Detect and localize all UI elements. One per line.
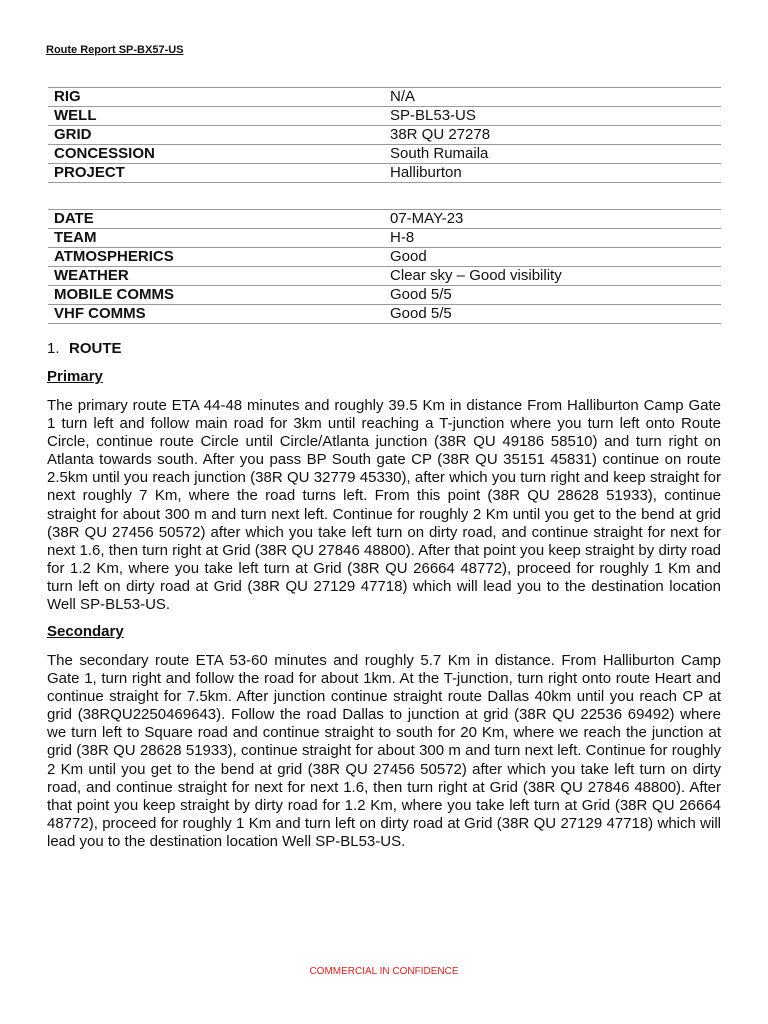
table-row xyxy=(48,267,721,286)
table-row xyxy=(48,248,721,267)
row-key: MOBILE COMMS xyxy=(48,286,384,305)
row-value: South Rumaila xyxy=(384,145,721,164)
secondary-heading: Secondary xyxy=(47,623,124,640)
report-title: Route Report SP-BX57-US xyxy=(46,44,184,56)
conditions-table xyxy=(48,209,721,324)
primary-heading: Primary xyxy=(47,368,103,385)
table-row xyxy=(48,164,721,183)
row-value: SP-BL53-US xyxy=(384,107,721,126)
well-info-table xyxy=(48,87,721,183)
row-value: Clear sky – Good visibility xyxy=(384,267,721,286)
section-heading xyxy=(47,340,122,357)
section-label: ROUTE xyxy=(69,340,122,357)
row-value: 38R QU 27278 xyxy=(384,126,721,145)
table-row xyxy=(48,107,721,126)
row-value: Good 5/5 xyxy=(384,286,721,305)
table-row xyxy=(48,229,721,248)
row-key: CONCESSION xyxy=(48,145,384,164)
row-value: 07-MAY-23 xyxy=(384,210,721,229)
primary-route-text: The primary route ETA 44-48 minutes and roughly 39.5 Km in distance From Halliburton Camp Gate 1 turn left and follow main road for 3km until reaching a T-junction where you turn left onto Route Circle, continue route Circle until Circle/Atlanta junction (38R QU 49186 58510) and turn right on Atlanta towards south. After you pass BP South gate CP (38R QU 35151 45831) continue on route 2.5km until you reach junction (38R QU 32779 45330), after which you turn right and keep straight for next roughly 7 Km, where the road turns left. From this point (38R QU 28628 51933), continue straight for about 300 m and turn next left. Continue for roughly 2 Km until you get to the bend at grid (38R QU 27456 50572) after which you take left turn on dirty road, and continue straight for next for next 1.6, then turn right at Grid (38R QU 27846 48800). After that point you keep straight by dirty road for 1.2 Km, where you take left turn at Grid (38R QU 26664 48772), proceed for roughly 1 Km and turn left on dirty road at Grid (38R QU 27129 47718) which will lead you to the destination location Well SP-BL53-US. xyxy=(47,397,721,614)
row-key: WEATHER xyxy=(48,267,384,286)
row-key: ATMOSPHERICS xyxy=(48,248,384,267)
row-key: VHF COMMS xyxy=(48,305,384,324)
row-key: PROJECT xyxy=(48,164,384,183)
table-row xyxy=(48,286,721,305)
table-row xyxy=(48,126,721,145)
row-key: GRID xyxy=(48,126,384,145)
row-value: N/A xyxy=(384,88,721,107)
row-value: Good 5/5 xyxy=(384,305,721,324)
row-key: TEAM xyxy=(48,229,384,248)
row-key: RIG xyxy=(48,88,384,107)
table-row xyxy=(48,145,721,164)
section-number: 1. xyxy=(47,340,60,357)
row-value: Halliburton xyxy=(384,164,721,183)
table-row xyxy=(48,305,721,324)
secondary-route-text: The secondary route ETA 53-60 minutes and roughly 5.7 Km in distance. From Halliburton Camp Gate 1, turn right and follow the road for about 1km. At the T-junction, turn right onto route Heart and continue straight for 7.5km. After junction continue straight route Dallas 40km until you reach CP at grid (38RQU2250469643). Follow the road Dallas to junction at grid (38R QU 22536 69492) where we turn left to Square road and continue straight to south for 20 Km, where we reach the junction at grid (38R QU 28628 51933), continue straight for about 300 m and turn next left. Continue for roughly 2 Km until you get to the bend at grid (38R QU 27456 50572) after which you take left turn on dirty road, and continue straight for next for next 1.6, then turn right at Grid (38R QU 27846 48800). After that point you keep straight by dirty road for 1.2 Km, where you take left turn at Grid (38R QU 26664 48772), proceed for roughly 1 Km and turn left on dirty road at Grid (38R QU 27129 47718) which will lead you to the destination location Well SP-BL53-US. xyxy=(47,652,721,850)
row-value: H-8 xyxy=(384,229,721,248)
table-row xyxy=(48,88,721,107)
row-key: DATE xyxy=(48,210,384,229)
row-key: WELL xyxy=(48,107,384,126)
table-row xyxy=(48,210,721,229)
row-value: Good xyxy=(384,248,721,267)
confidentiality-footer: COMMERCIAL IN CONFIDENCE xyxy=(309,966,459,977)
